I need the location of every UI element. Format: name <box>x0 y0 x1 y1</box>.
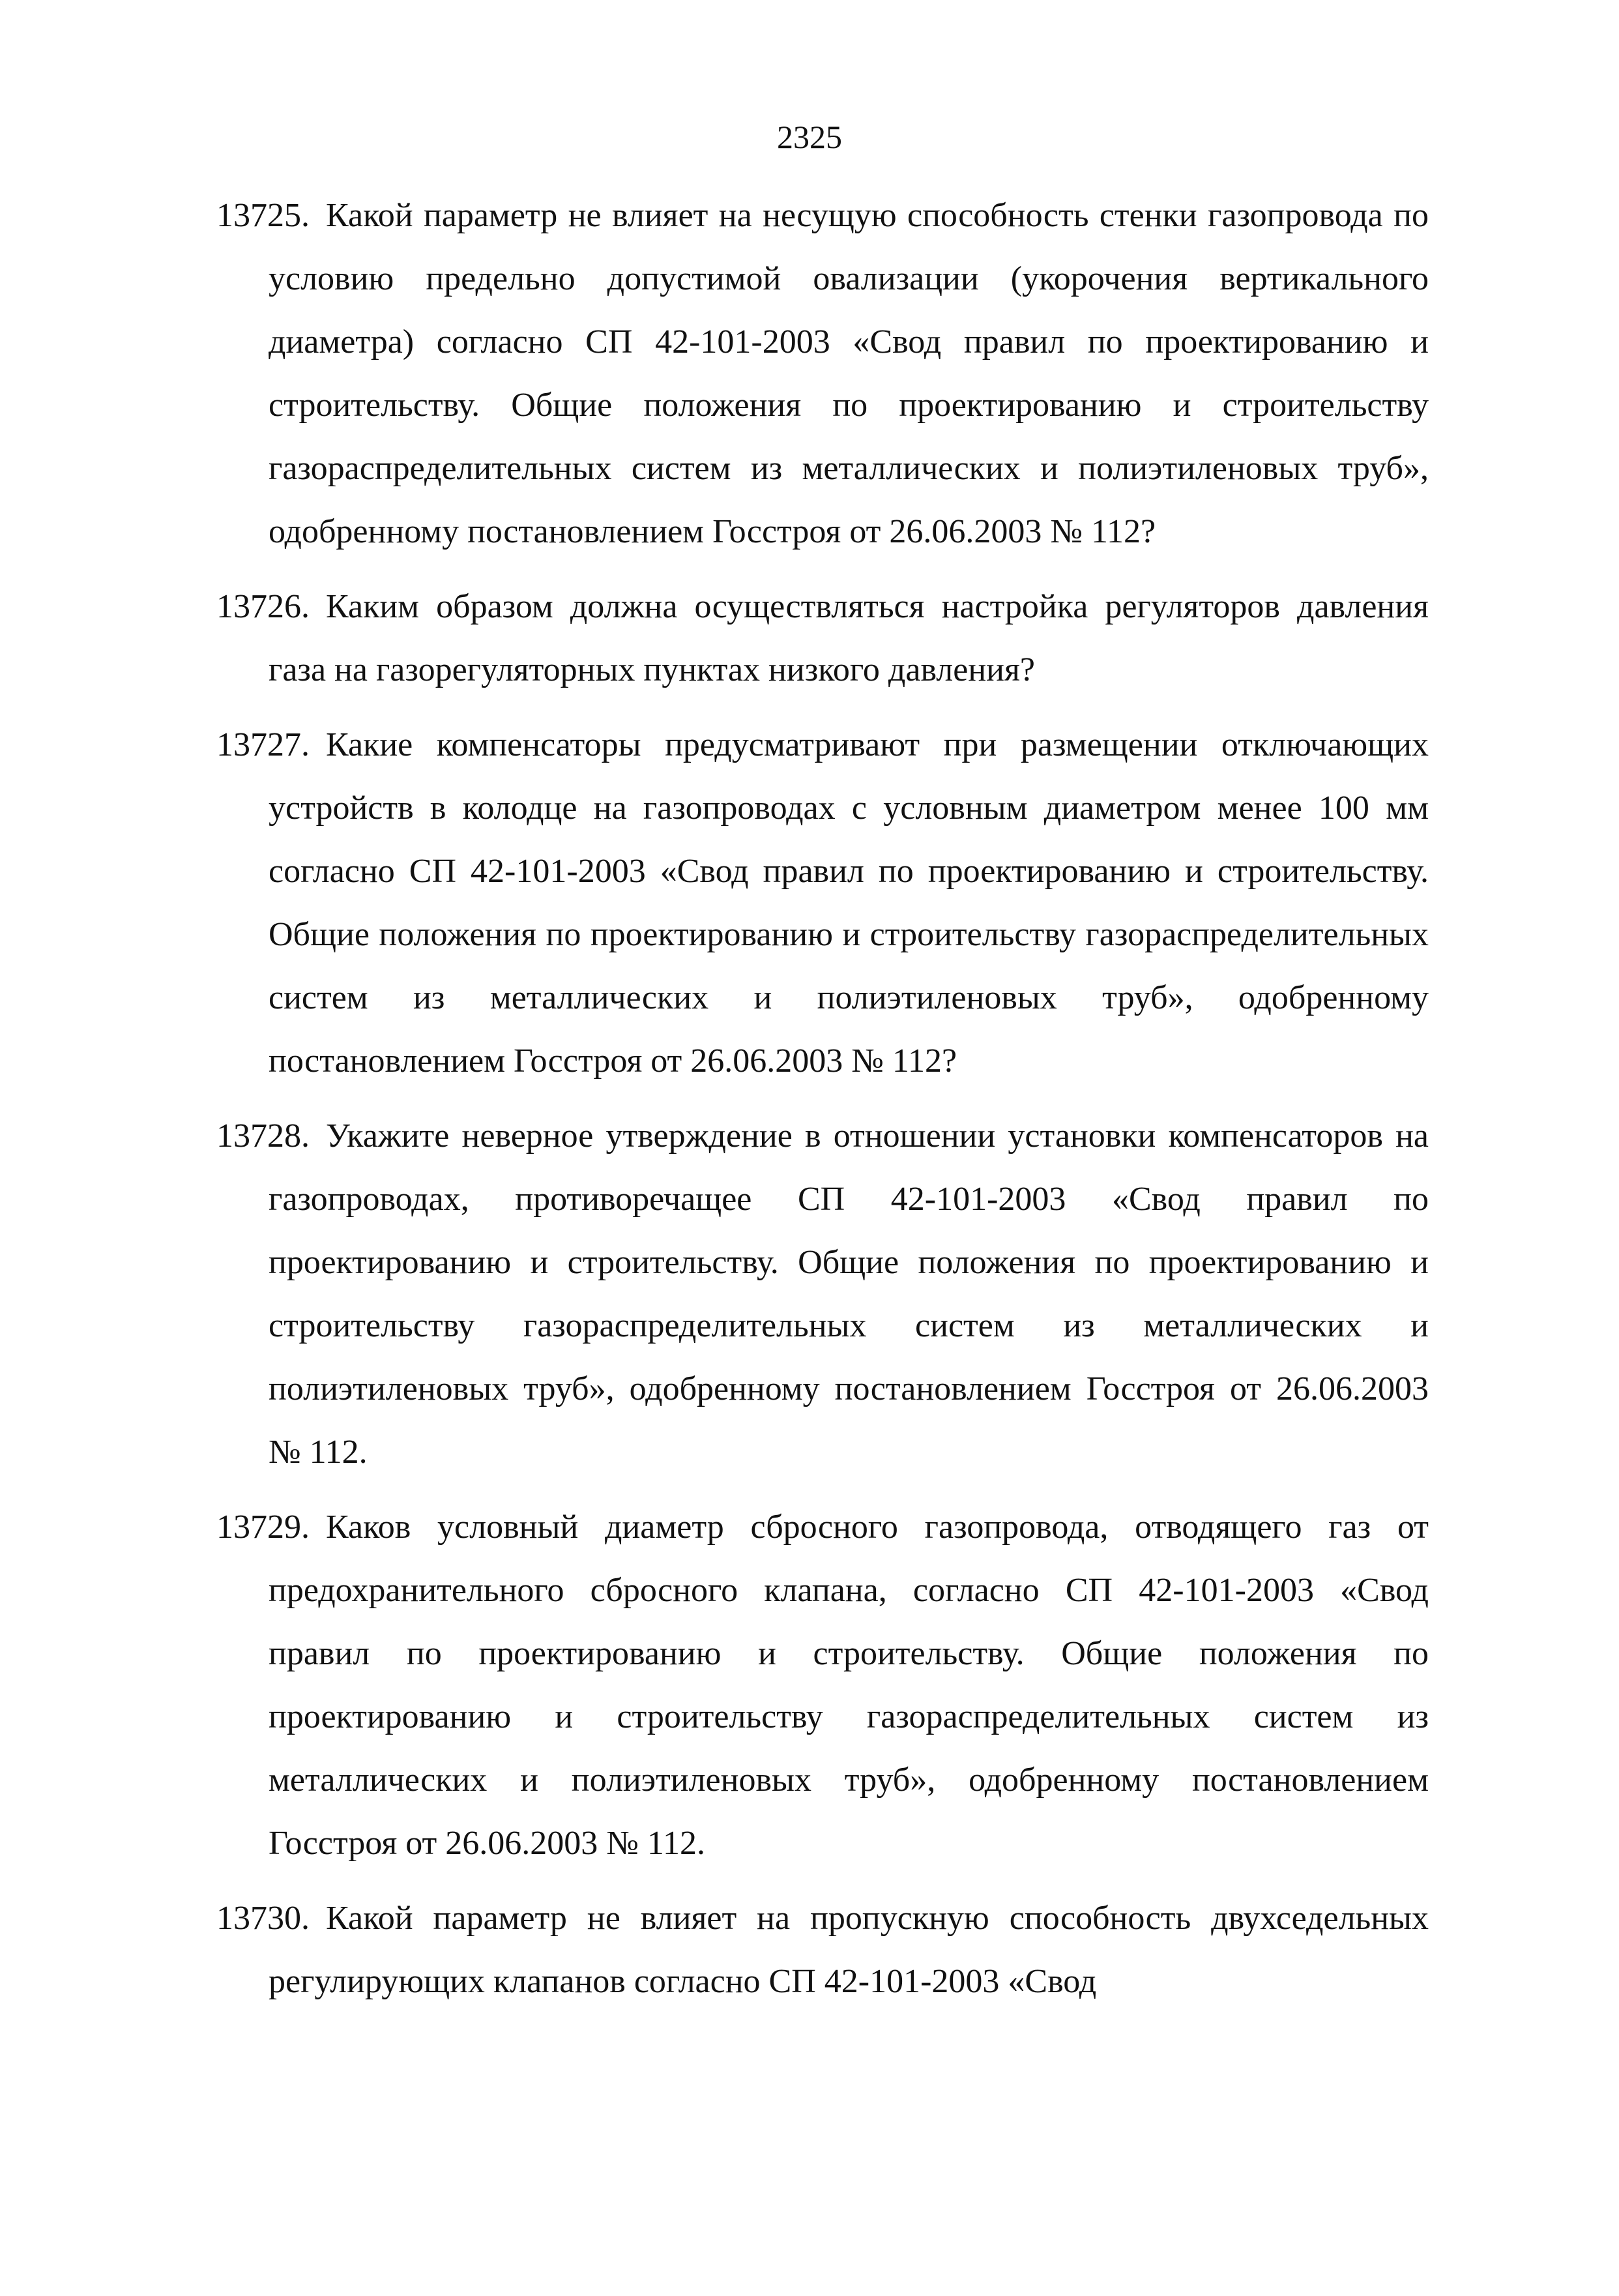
question-number: 13726. <box>216 588 310 625</box>
question-item <box>216 575 1429 701</box>
question-number: 13725. <box>216 197 310 234</box>
page-number: 2325 <box>777 119 842 155</box>
question-text: Каков условный диаметр сбросного газопровода, отводящего газ от предохранительного сбросного клапана, согласно СП 42-101-2003 «Свод правил по проектированию и строительству. Общие положения по проектированию и строительству газораспределительных систем из металлических и полиэтиленовых труб», одобренному постановлением Госстроя от 26.06.2003 № 112. <box>269 1509 1429 1862</box>
question-list <box>216 184 1429 2025</box>
question-item <box>216 1887 1429 2013</box>
question-item <box>216 713 1429 1093</box>
question-text: Какой параметр не влияет на несущую способность стенки газопровода по условию предельно допустимой овализации (укорочения вертикального диаметра) согласно СП 42-101-2003 «Свод правил по проектированию и строительству. Общие положения по проектированию и строительству газораспределительных систем из металлических и полиэтиленовых труб», одобренному постановлением Госстроя от 26.06.2003 № 112? <box>269 197 1429 550</box>
question-text: Каким образом должна осуществляться настройка регуляторов давления газа на газорегуляторных пунктах низкого давления? <box>269 588 1429 688</box>
question-number: 13729. <box>216 1509 310 1546</box>
question-item <box>216 184 1429 563</box>
question-item <box>216 1104 1429 1484</box>
question-text: Какие компенсаторы предусматривают при размещении отключающих устройств в колодце на газопроводах с условным диаметром менее 100 мм согласно СП 42-101-2003 «Свод правил по проектированию и строительству. Общие положения по проектированию и строительству газораспределительных систем из металлических и полиэтиленовых труб», одобренному постановлением Госстроя от 26.06.2003 № 112? <box>269 726 1429 1080</box>
question-text: Какой параметр не влияет на пропускную способность двухседельных регулирующих клапанов согласно СП 42-101-2003 «Свод <box>269 1900 1429 2000</box>
question-number: 13730. <box>216 1900 310 1937</box>
question-item <box>216 1495 1429 1875</box>
question-text: Укажите неверное утверждение в отношении установки компенсаторов на газопроводах, противоречащее СП 42-101-2003 «Свод правил по проектированию и строительству. Общие положения по проектированию и строительству газораспределительных систем из металлических и полиэтиленовых труб», одобренному постановлением Госстроя от 26.06.2003 № 112. <box>269 1117 1429 1471</box>
question-number: 13728. <box>216 1117 310 1155</box>
question-number: 13727. <box>216 726 310 763</box>
